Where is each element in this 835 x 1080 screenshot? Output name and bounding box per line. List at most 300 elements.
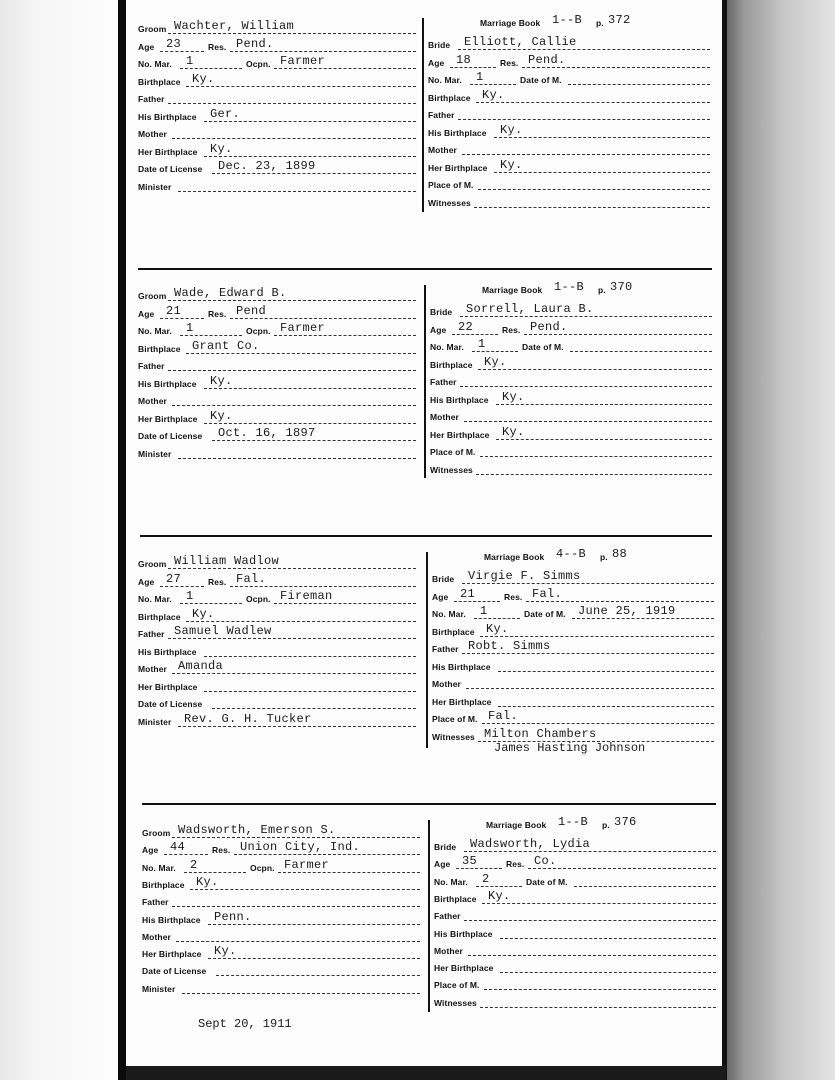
no-mar-value: 1	[186, 321, 194, 335]
bride-field-name	[430, 301, 712, 319]
no-mar-label: No. Mar.	[430, 342, 464, 352]
groom-field-no_mar	[142, 857, 420, 875]
bride-field-place_of_m	[430, 441, 712, 459]
bride-field-witnesses	[428, 192, 710, 210]
place-of-m-rule	[478, 189, 710, 190]
date-of-license-rule	[212, 708, 416, 709]
age-value: 44	[170, 840, 186, 855]
bride-field-age	[428, 52, 710, 70]
her-birthplace-rule	[496, 439, 712, 440]
father-label: Father	[434, 911, 461, 922]
witnesses-rule	[480, 1007, 716, 1008]
father-label: Father	[430, 377, 457, 387]
groom-field-father	[142, 891, 420, 909]
mother-value: Amanda	[178, 659, 224, 673]
witnesses-rule	[476, 474, 712, 475]
his-birthplace-value: Ky.	[210, 373, 233, 388]
groom-field-mother	[142, 926, 420, 944]
bride-field-name	[432, 568, 714, 586]
bride-field-father	[432, 638, 714, 656]
ocpn-rule	[274, 335, 416, 336]
marriage-book-label: Marriage Book	[482, 285, 543, 295]
birthplace-label: Birthplace	[142, 879, 185, 890]
bride-field-her_birthplace	[432, 691, 714, 709]
groom-field-no_mar	[138, 320, 416, 338]
birthplace-label: Birthplace	[432, 626, 475, 637]
birthplace-value: Ky.	[482, 87, 505, 102]
no-mar-label: No. Mar.	[142, 862, 176, 873]
father-rule	[168, 103, 416, 104]
mother-label: Mother	[432, 679, 461, 689]
place-of-m-value: Fal.	[488, 709, 519, 723]
her-birthplace-value: Ky.	[502, 424, 525, 439]
bride-field-mother	[430, 406, 712, 424]
age-label: Age	[432, 591, 449, 602]
his-birthplace-rule	[204, 656, 416, 657]
place-of-m-rule	[482, 723, 714, 724]
mother-label: Mother	[142, 931, 171, 942]
mother-rule	[172, 673, 416, 674]
age-value: 27	[166, 571, 182, 586]
name-label: Bride	[430, 307, 453, 317]
date-of-m-label: Date of M.	[526, 876, 568, 887]
bride-field-his_birthplace	[432, 656, 714, 674]
no-mar-value: 1	[476, 70, 484, 84]
bride-field-his_birthplace	[430, 389, 712, 407]
scan-edge-bottom	[126, 1066, 726, 1080]
name-label: Groom	[138, 24, 167, 34]
res-rule	[526, 601, 714, 602]
age-value: 22	[458, 319, 474, 334]
no-mar-value: 1	[186, 589, 194, 603]
no-mar-value: 1	[480, 604, 488, 618]
name-value: Elliott, Callie	[464, 35, 577, 49]
record-note: Sept 20, 1911	[198, 1017, 292, 1031]
res-value: Pend.	[530, 319, 568, 334]
her-birthplace-label: Her Birthplace	[434, 963, 494, 974]
res-rule	[230, 586, 416, 587]
marriage-book-label: Marriage Book	[480, 18, 541, 28]
name-rule	[464, 851, 716, 852]
name-rule	[168, 300, 416, 301]
birthplace-label: Birthplace	[434, 893, 477, 904]
groom-field-mother	[138, 658, 416, 676]
date-of-m-label: Date of M.	[520, 75, 562, 85]
marriage-book-value: 1--B	[558, 815, 589, 829]
father-label: Father	[138, 629, 165, 639]
her-birthplace-value: Ky.	[500, 157, 523, 172]
no-mar-label: No. Mar.	[432, 609, 466, 619]
her-birthplace-rule	[204, 691, 416, 692]
no-mar-rule	[184, 872, 246, 873]
age-rule	[164, 854, 208, 855]
bride-field-her_birthplace	[434, 957, 716, 975]
place-of-m-rule	[480, 456, 712, 457]
his-birthplace-value: Ger.	[210, 106, 241, 121]
birthplace-rule	[480, 636, 714, 637]
age-value: 23	[166, 36, 182, 51]
place-of-m-label: Place of M.	[434, 980, 480, 991]
ocpn-rule	[278, 872, 420, 873]
place-of-m-label: Place of M.	[432, 714, 478, 724]
her-birthplace-rule	[204, 423, 416, 424]
date-of-m-label: Date of M.	[524, 609, 566, 619]
bride-field-age	[430, 319, 712, 337]
birthplace-value: Ky.	[192, 71, 215, 86]
her-birthplace-label: Her Birthplace	[142, 949, 202, 960]
age-label: Age	[142, 845, 159, 856]
her-birthplace-rule	[500, 972, 716, 973]
groom-field-his_birthplace	[138, 641, 416, 659]
res-value: Union City, Ind.	[240, 840, 361, 855]
ocpn-value: Farmer	[280, 321, 326, 335]
mother-label: Mother	[434, 945, 463, 956]
birthplace-rule	[186, 353, 416, 354]
his-birthplace-label: His Birthplace	[138, 111, 197, 122]
her-birthplace-label: Her Birthplace	[138, 413, 198, 424]
father-rule	[460, 386, 712, 387]
name-value: Virgie F. Simms	[468, 569, 581, 583]
minister-label: Minister	[138, 448, 172, 459]
birthplace-label: Birthplace	[138, 76, 181, 87]
groom-field-mother	[138, 390, 416, 408]
bride-field-age	[432, 586, 714, 604]
name-rule	[168, 33, 416, 34]
record-separator	[142, 803, 716, 805]
column-divider	[426, 552, 428, 748]
age-rule	[450, 67, 496, 68]
age-label: Age	[138, 576, 155, 587]
his-birthplace-label: His Birthplace	[432, 661, 491, 672]
age-label: Age	[428, 57, 445, 68]
age-rule	[160, 318, 204, 319]
groom-field-her_birthplace	[142, 943, 420, 961]
mother-label: Mother	[430, 412, 459, 422]
name-label: Groom	[138, 559, 167, 569]
res-value: Pend	[236, 303, 267, 318]
page-value: 372	[608, 13, 631, 27]
ocpn-value: Farmer	[280, 54, 326, 68]
his-birthplace-rule	[204, 121, 416, 122]
birthplace-label: Birthplace	[428, 92, 471, 103]
marriage-book-value: 1--B	[552, 13, 583, 27]
bride-field-birthplace	[430, 354, 712, 372]
bride-field-witnesses	[430, 459, 712, 477]
res-label: Res.	[208, 308, 227, 319]
groom-field-father	[138, 88, 416, 106]
age-label: Age	[138, 308, 155, 319]
date-of-m-value: June 25, 1919	[578, 604, 676, 618]
groom-field-father	[138, 623, 416, 641]
witnesses-label: Witnesses	[432, 731, 475, 742]
groom-field-age	[142, 839, 420, 857]
groom-field-name	[142, 822, 420, 840]
name-value: Sorrell, Laura B.	[466, 302, 594, 316]
age-rule	[452, 334, 498, 335]
witnesses-rule	[474, 207, 710, 208]
no-mar-value: 2	[482, 871, 490, 886]
no-mar-label: No. Mar.	[428, 75, 462, 85]
res-value: Pend.	[236, 36, 274, 51]
mother-label: Mother	[428, 145, 457, 155]
his-birthplace-value: Ky.	[500, 122, 523, 137]
no-mar-rule	[180, 68, 242, 69]
age-label: Age	[434, 859, 451, 870]
bride-field-mother	[428, 139, 710, 157]
date-of-license-label: Date of License	[138, 164, 203, 174]
groom-field-birthplace	[138, 71, 416, 89]
date-of-license-label: Date of License	[138, 431, 203, 441]
age-value: 35	[462, 854, 478, 869]
name-value: Wade, Edward B.	[174, 286, 287, 300]
groom-field-age	[138, 303, 416, 321]
name-rule	[168, 568, 416, 569]
date-of-license-rule	[216, 975, 420, 976]
name-rule	[458, 49, 710, 50]
his-birthplace-rule	[500, 938, 716, 939]
bride-field-her_birthplace	[428, 157, 710, 175]
birthplace-label: Birthplace	[138, 343, 181, 354]
her-birthplace-label: Her Birthplace	[430, 429, 490, 440]
groom-field-date_of_license	[138, 158, 416, 176]
name-value: William Wadlow	[174, 554, 280, 568]
page-label: p.	[600, 552, 608, 562]
bride-field-father	[430, 371, 712, 389]
witnesses-value: Milton Chambers	[484, 726, 597, 741]
res-rule	[524, 334, 712, 335]
father-label: Father	[142, 897, 169, 908]
mother-rule	[172, 138, 416, 139]
scan-edge-left	[118, 0, 126, 1080]
res-value: Fal.	[236, 571, 267, 586]
name-value: Wadsworth, Emerson S.	[178, 823, 336, 837]
marriage-book-value: 1--B	[554, 280, 585, 294]
mother-rule	[176, 941, 420, 942]
ocpn-label: Ocpn.	[250, 862, 275, 873]
marriage-book-value: 4--B	[556, 547, 587, 561]
page-label: p.	[596, 18, 604, 28]
groom-field-minister	[138, 711, 416, 729]
place-of-m-rule	[484, 989, 716, 990]
column-divider	[422, 18, 424, 212]
bride-field-place_of_m	[434, 974, 716, 992]
father-rule	[172, 906, 420, 907]
groom-field-age	[138, 571, 416, 589]
ocpn-label: Ocpn.	[246, 326, 271, 336]
father-label: Father	[138, 361, 165, 371]
bride-field-birthplace	[428, 87, 710, 105]
ocpn-label: Ocpn.	[246, 59, 271, 69]
no-mar-value: 1	[186, 54, 194, 68]
date-of-m-label: Date of M.	[522, 342, 564, 352]
father-rule	[168, 370, 416, 371]
res-label: Res.	[500, 57, 519, 68]
groom-field-mother	[138, 123, 416, 141]
date-of-license-value: Dec. 23, 1899	[218, 159, 316, 173]
no-mar-rule	[476, 886, 522, 887]
no-mar-rule	[474, 618, 520, 619]
groom-field-birthplace	[138, 606, 416, 624]
marriage-book-ref	[486, 814, 656, 832]
name-rule	[172, 837, 420, 838]
his-birthplace-label: His Birthplace	[428, 127, 487, 138]
groom-field-minister	[142, 978, 420, 996]
res-rule	[522, 67, 710, 68]
groom-field-birthplace	[138, 338, 416, 356]
bride-field-no_mar	[430, 336, 712, 354]
ocpn-rule	[274, 68, 416, 69]
mother-rule	[462, 154, 710, 155]
age-value: 21	[166, 303, 182, 318]
groom-field-name	[138, 553, 416, 571]
name-rule	[462, 583, 714, 584]
no-mar-label: No. Mar.	[434, 876, 468, 887]
ocpn-rule	[274, 603, 416, 604]
date-of-m-rule	[570, 351, 712, 352]
bride-witnesses-second: James Hasting Johnson	[494, 741, 646, 755]
marriage-book-label: Marriage Book	[484, 552, 545, 562]
res-label: Res.	[502, 324, 521, 335]
bride-field-birthplace	[434, 888, 716, 906]
res-label: Res.	[212, 845, 231, 856]
res-rule	[230, 318, 416, 319]
father-rule	[458, 119, 710, 120]
no-mar-label: No. Mar.	[138, 326, 172, 336]
father-rule	[462, 653, 714, 654]
bride-field-father	[434, 905, 716, 923]
birthplace-value: Ky.	[196, 874, 219, 889]
scan-margin-right	[722, 0, 835, 1080]
bride-field-birthplace	[432, 621, 714, 639]
ocpn-value: Fireman	[280, 589, 333, 603]
res-value: Fal.	[532, 586, 563, 601]
ocpn-label: Ocpn.	[246, 594, 271, 604]
res-rule	[234, 854, 420, 855]
father-rule	[168, 638, 416, 639]
no-mar-label: No. Mar.	[138, 594, 172, 604]
bride-field-mother	[434, 940, 716, 958]
groom-field-his_birthplace	[138, 373, 416, 391]
no-mar-rule	[180, 335, 242, 336]
res-value: Pend.	[528, 52, 566, 67]
bride-field-no_mar	[428, 69, 710, 87]
res-label: Res.	[208, 41, 227, 52]
birthplace-value: Grant Co.	[192, 338, 260, 353]
her-birthplace-label: Her Birthplace	[138, 146, 198, 157]
groom-field-age	[138, 36, 416, 54]
his-birthplace-rule	[208, 924, 420, 925]
bride-field-age	[434, 853, 716, 871]
minister-rule	[178, 458, 416, 459]
bride-field-mother	[432, 673, 714, 691]
bride-field-place_of_m	[428, 174, 710, 192]
groom-field-his_birthplace	[142, 909, 420, 927]
minister-rule	[178, 726, 416, 727]
mother-rule	[464, 421, 712, 422]
age-value: 18	[456, 52, 472, 67]
date-of-m-rule	[574, 886, 716, 887]
name-value: Wachter, William	[174, 19, 295, 33]
res-label: Res.	[506, 859, 525, 870]
groom-field-minister	[138, 176, 416, 194]
age-rule	[454, 601, 500, 602]
his-birthplace-rule	[498, 671, 714, 672]
groom-field-no_mar	[138, 53, 416, 71]
minister-label: Minister	[142, 983, 176, 994]
record-separator	[138, 268, 712, 270]
place-of-m-label: Place of M.	[430, 447, 476, 457]
bride-field-her_birthplace	[430, 424, 712, 442]
birthplace-rule	[478, 369, 712, 370]
mother-label: Mother	[138, 129, 167, 139]
mother-rule	[172, 405, 416, 406]
age-value: 21	[460, 586, 476, 601]
column-divider	[428, 820, 430, 1012]
no-mar-rule	[180, 603, 242, 604]
mother-label: Mother	[138, 396, 167, 406]
her-birthplace-rule	[204, 156, 416, 157]
her-birthplace-label: Her Birthplace	[432, 696, 492, 707]
date-of-license-rule	[212, 440, 416, 441]
bride-field-name	[428, 34, 710, 52]
page-label: p.	[598, 285, 606, 295]
minister-rule	[178, 191, 416, 192]
bride-field-father	[428, 104, 710, 122]
date-of-license-label: Date of License	[142, 966, 207, 977]
res-label: Res.	[504, 591, 523, 602]
mother-rule	[466, 688, 714, 689]
scan-edge-right	[722, 0, 727, 1080]
groom-field-name	[138, 18, 416, 36]
birthplace-rule	[482, 903, 716, 904]
bride-field-his_birthplace	[434, 923, 716, 941]
res-rule	[230, 51, 416, 52]
date-of-m-rule	[568, 84, 710, 85]
age-label: Age	[138, 41, 155, 52]
date-of-license-label: Date of License	[138, 699, 203, 709]
her-birthplace-value: Ky.	[210, 141, 233, 156]
groom-field-date_of_license	[138, 693, 416, 711]
bride-field-name	[434, 836, 716, 854]
marriage-book-ref	[482, 279, 652, 297]
name-label: Groom	[142, 828, 171, 838]
groom-field-minister	[138, 443, 416, 461]
birthplace-rule	[186, 621, 416, 622]
no-mar-value: 1	[478, 337, 486, 351]
father-label: Father	[428, 110, 455, 120]
his-birthplace-label: His Birthplace	[142, 914, 201, 925]
father-value: Samuel Wadlew	[174, 624, 272, 638]
mother-rule	[468, 955, 716, 956]
bride-field-no_mar	[434, 871, 716, 889]
witnesses-label: Witnesses	[434, 997, 477, 1008]
groom-field-name	[138, 285, 416, 303]
groom-field-date_of_license	[142, 960, 420, 978]
age-label: Age	[430, 324, 447, 335]
her-birthplace-rule	[498, 706, 714, 707]
page-label: p.	[602, 820, 610, 830]
ocpn-value: Farmer	[284, 857, 330, 872]
res-value: Co.	[534, 854, 557, 869]
birthplace-label: Birthplace	[430, 359, 473, 370]
page-value: 88	[612, 547, 628, 561]
bride-field-witnesses	[434, 992, 716, 1010]
his-birthplace-label: His Birthplace	[138, 646, 197, 657]
groom-field-father	[138, 355, 416, 373]
birthplace-label: Birthplace	[138, 611, 181, 622]
bride-field-his_birthplace	[428, 122, 710, 140]
groom-field-her_birthplace	[138, 141, 416, 159]
